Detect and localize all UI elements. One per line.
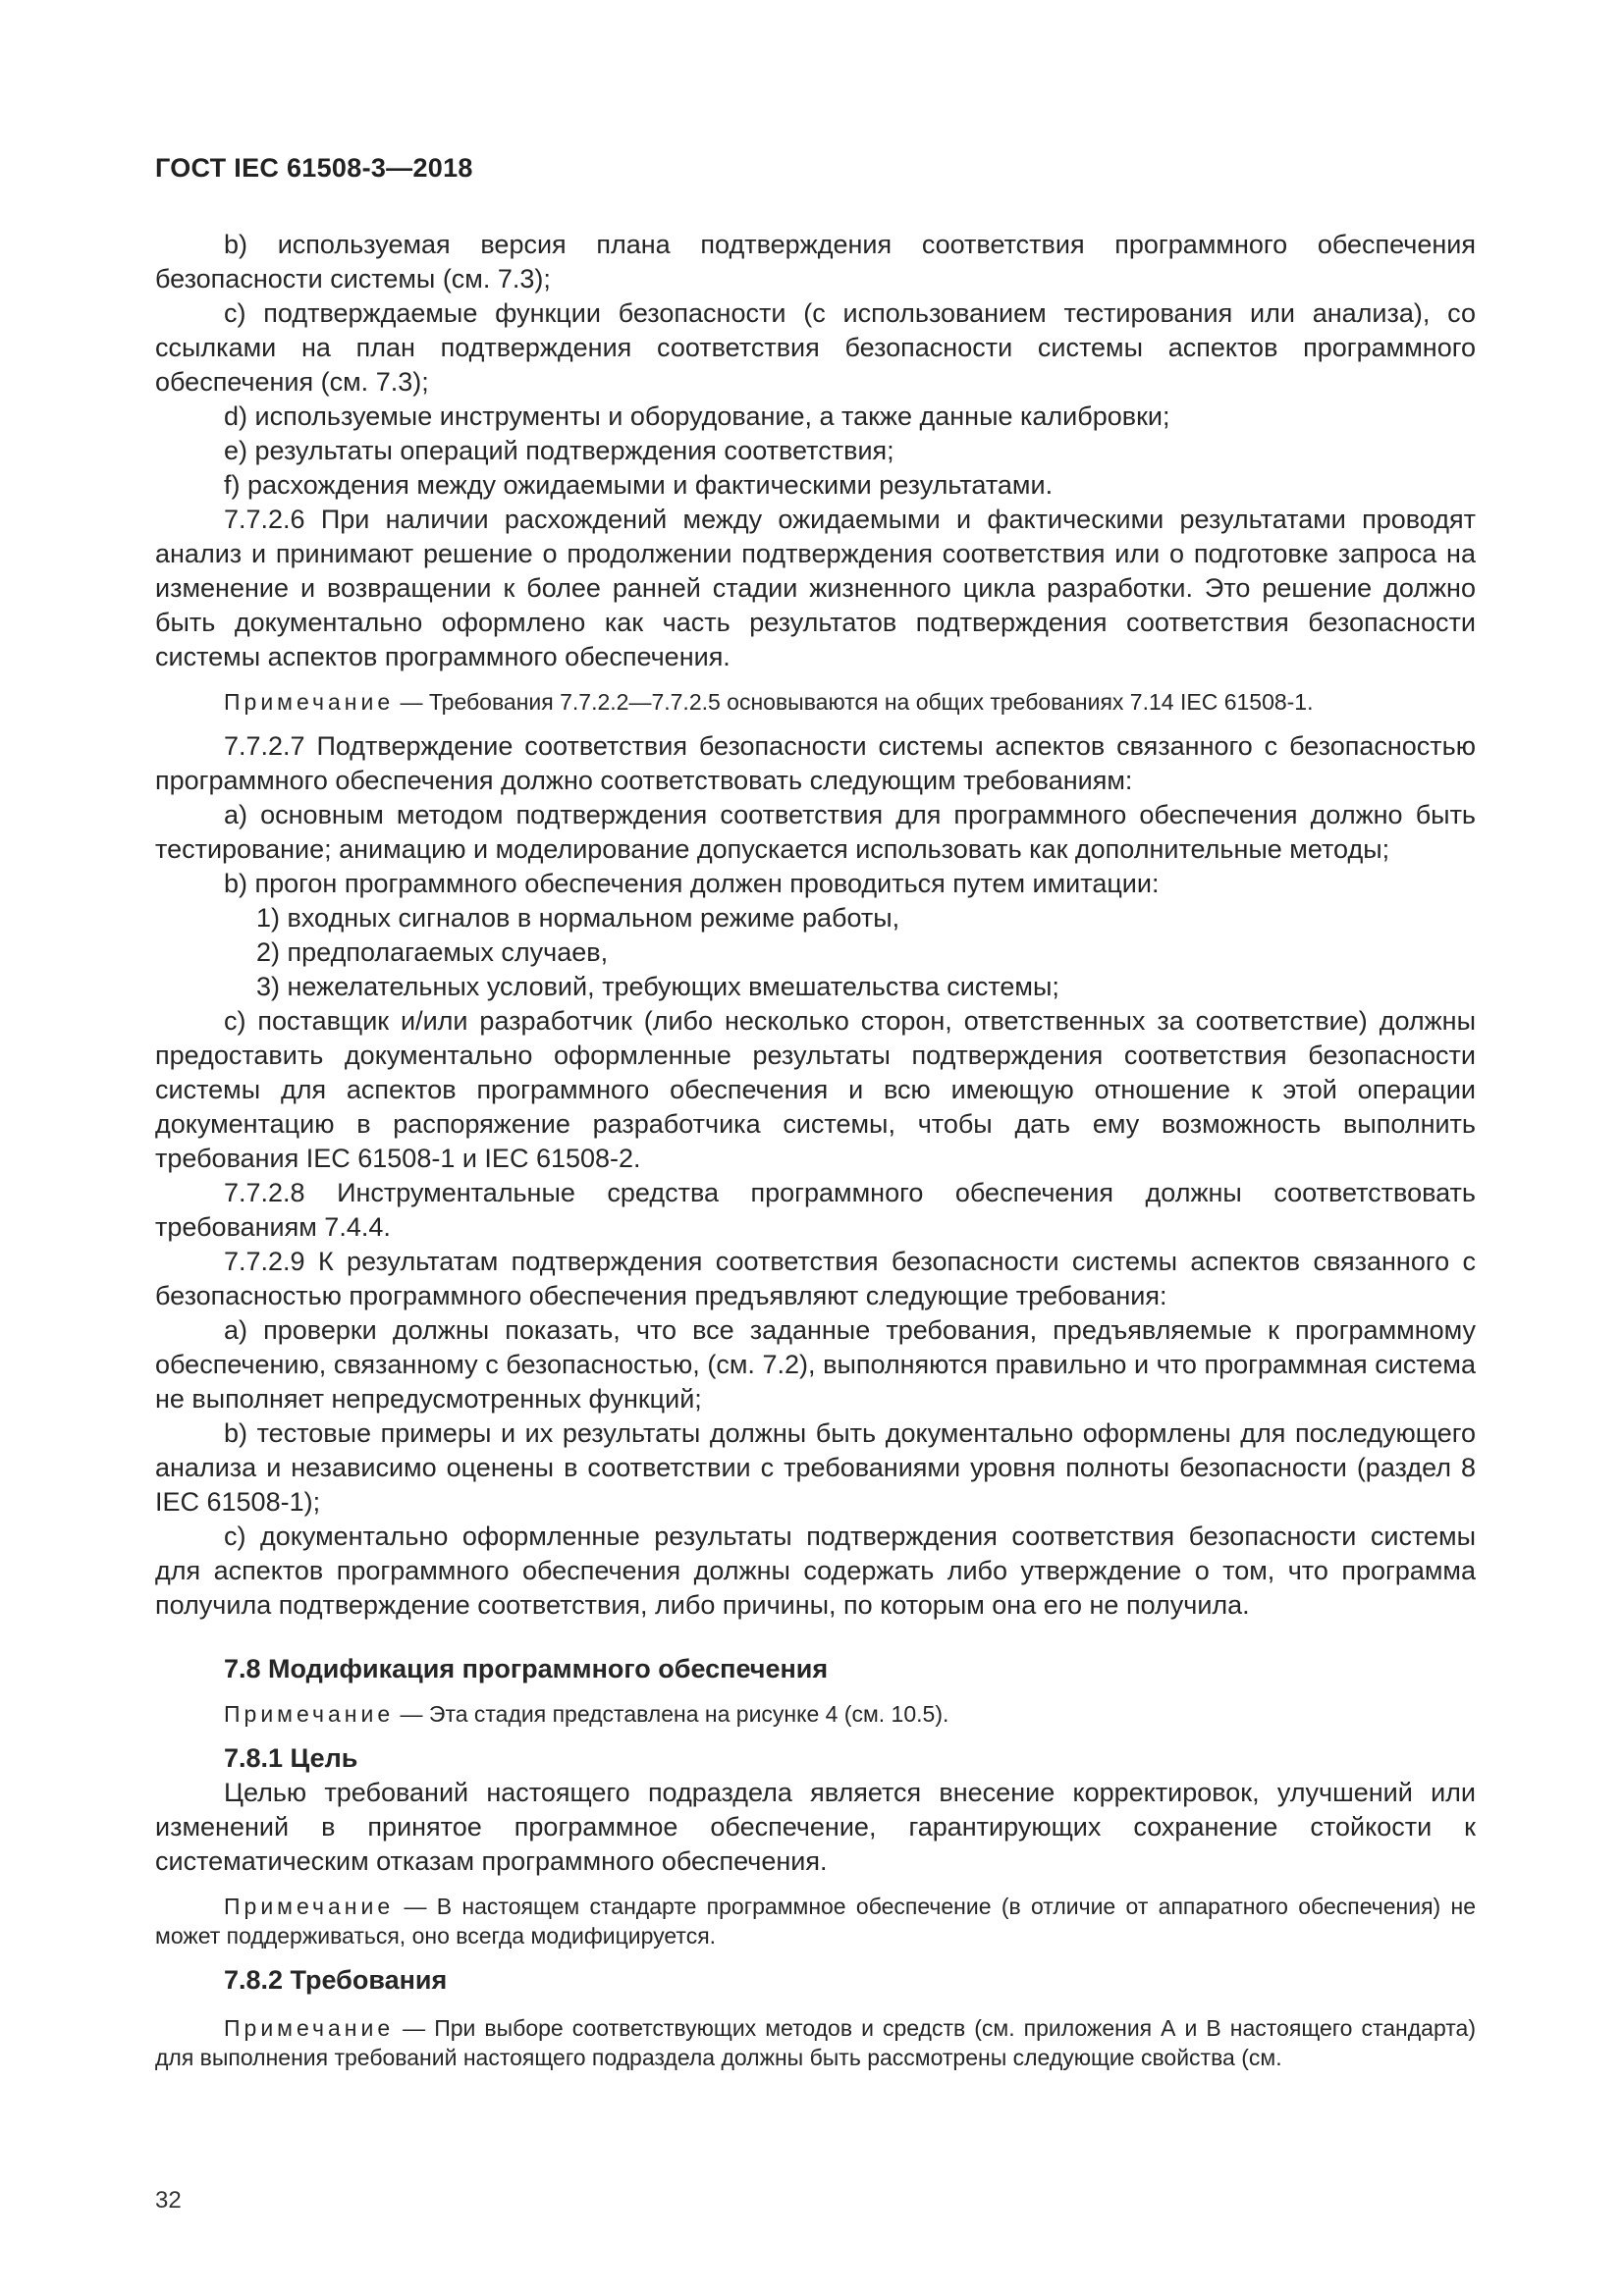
clause-7-7-2-9: 7.7.2.9 К результатам подтверждения соответствия безопасности системы аспектов связанного с безопасностью программного обеспечения предъявляют следующие требования: <box>155 1247 1476 1310</box>
list-item-f-discrepancies: f) расхождения между ожидаемыми и фактическими результатами. <box>224 470 1054 500</box>
section-heading-7-8-2: 7.8.2 Требования <box>224 1965 448 1995</box>
note-text: — При выборе соответствующих методов и средств (см. приложения А и В настоящего стандарта) для выполнения требований настоящего подраздела должны быть рассмотрены следующие свойства (см. <box>155 2015 1476 2070</box>
list-item-c-supplier: c) поставщик и/или разработчик (либо несколько сторон, ответственных за соответствие) должны предоставить документально оформленные результаты подтверждения соответствия безопасности системы для аспектов программного обеспечения и всю имеющую отношение к этой операции документацию в распоряжение разработчика системы, чтобы дать ему возможность выполнить требования IEC 61508-1 и IEC 61508-2. <box>155 1006 1476 1173</box>
note-section-7-8-1 <box>155 1892 1476 1950</box>
page-number: 32 <box>155 2187 182 2214</box>
section-heading-7-8: 7.8 Модификация программного обеспечения <box>224 1654 829 1683</box>
list-item-b-tests: b) тестовые примеры и их результаты должны быть документально оформлены для последующего анализа и независимо оценены в соответствии с требованиями уровня полноты безопасности (раздел 8 IEC 61508-1); <box>155 1418 1476 1517</box>
list-item-b-run: b) прогон программного обеспечения должен проводиться путем имитации: <box>224 869 1160 898</box>
list-item-d-tools: d) используемые инструменты и оборудование, а также данные калибровки; <box>224 401 1170 431</box>
list-item-a-checks: a) проверки должны показать, что все заданные требования, предъявляемые к программному обеспечению, связанному с безопасностью, (см. 7.2), выполняются правильно и что программная система не выполняет непредусмотренных функций; <box>155 1315 1476 1414</box>
list-item-c-functions: c) подтверждаемые функции безопасности (с использованием тестирования или анализа), со ссылками на план подтверждения соответствия безопасности системы аспектов программного обеспечения (см. 7.3); <box>155 298 1476 397</box>
list-item-a-main-method: a) основным методом подтверждения соответствия для программного обеспечения должно быть тестирование; анимацию и моделирование допускается использовать как дополнительные методы; <box>155 800 1476 864</box>
note-text: — В настоящем стандарте программное обеспечение (в отличие от аппаратного обеспечения) не может поддерживаться, оно всегда модифицируется. <box>155 1894 1476 1949</box>
section-heading-7-8-1: 7.8.1 Цель <box>224 1743 358 1773</box>
list-item-b-version: b) используемая версия плана подтверждения соответствия программного обеспечения безопасности системы (см. 7.3); <box>155 230 1476 294</box>
note-label: Примечание <box>224 1701 395 1727</box>
note-label: Примечание <box>224 689 395 715</box>
clause-7-7-2-7: 7.7.2.7 Подтверждение соответствия безопасности системы аспектов связанного с безопасностью программного обеспечения должно соответствовать следующим требованиям: <box>155 731 1476 795</box>
sub-item-2: 2) предполагаемых случаев, <box>256 937 609 967</box>
sub-item-3: 3) нежелательных условий, требующих вмешательства системы; <box>256 972 1059 1001</box>
clause-7-7-2-6: 7.7.2.6 При наличии расхождений между ожидаемыми и фактическими результатами проводят анализ и принимают решение о продолжении подтверждения соответствия или о подготовке запроса на изменение и возвращении к более ранней стадии жизненного цикла разработки. Это решение должно быть документально оформлено как часть результатов подтверждения соответствия безопасности системы аспектов программного обеспечения. <box>155 505 1476 671</box>
page-content <box>155 228 1476 2072</box>
standard-header: ГОСТ IEC 61508-3—2018 <box>155 153 473 183</box>
note-label: Примечание <box>224 1894 395 1919</box>
list-item-e-results: e) результаты операций подтверждения соответствия; <box>224 436 894 465</box>
clause-7-7-2-8: 7.7.2.8 Инструментальные средства программного обеспечения должны соответствовать требованиям 7.4.4. <box>155 1178 1476 1242</box>
sub-item-1: 1) входных сигналов в нормальном режиме работы, <box>256 903 900 933</box>
note-requirements-basis <box>155 687 1476 717</box>
list-item-c-documented: c) документально оформленные результаты подтверждения соответствия безопасности системы для аспектов программного обеспечения должны содержать либо утверждение о том, что программа получила подтверждение соответствия, либо причины, по которым она его не получила. <box>155 1522 1476 1620</box>
note-section-7-8-2 <box>155 2013 1476 2072</box>
section-7-8-1-text: Целью требований настоящего подраздела является внесение корректировок, улучшений или изменений в принятое программное обеспечение, гарантирующих сохранение стойкости к систематическим отказам программного обеспечения. <box>155 1778 1476 1876</box>
note-text: — Эта стадия представлена на рисунке 4 (см. 10.5). <box>394 1701 949 1727</box>
note-section-7-8 <box>155 1699 1476 1729</box>
note-label: Примечание <box>224 2015 395 2041</box>
note-text: — Требования 7.7.2.2—7.7.2.5 основываются на общих требованиях 7.14 IEC 61508-1. <box>394 689 1314 715</box>
